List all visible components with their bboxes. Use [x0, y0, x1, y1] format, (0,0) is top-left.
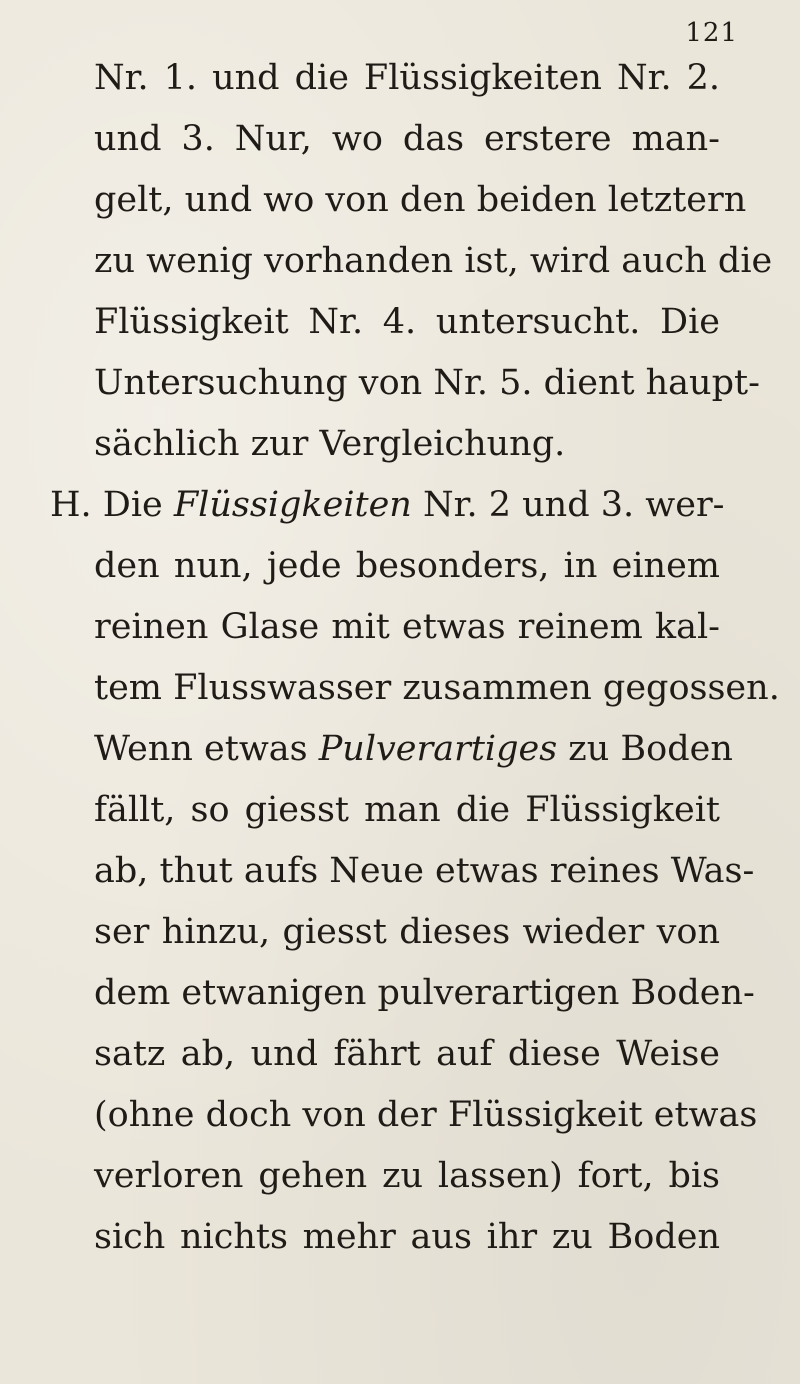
- text-line: Untersuchung von Nr. 5. dient haupt-: [94, 363, 760, 403]
- text-line: sächlich zur Vergleichung.: [94, 424, 566, 464]
- text-line: Flüssigkeit Nr. 4. untersucht. Die: [94, 302, 720, 342]
- text-line: satz ab, und fährt auf diese Weise: [94, 1034, 720, 1074]
- text-line: sich nichts mehr aus ihr zu Boden: [94, 1217, 720, 1257]
- text-line: tem Flusswasser zusammen gegossen.: [94, 668, 780, 708]
- emphasis-fluessigkeiten: Flüssigkeiten: [173, 485, 412, 525]
- text-line: Wenn etwas Pulverartiges zu Boden: [94, 729, 733, 769]
- text-line: zu wenig vorhanden ist, wird auch die: [94, 241, 773, 281]
- text-line: verloren gehen zu lassen) fort, bis: [94, 1156, 720, 1196]
- section-h-first-line: H. Die Flüssigkeiten Nr. 2 und 3. wer-: [50, 485, 725, 525]
- text-line: dem etwanigen pulverartigen Boden-: [94, 973, 755, 1013]
- text-line: gelt, und wo von den beiden letztern: [94, 180, 747, 220]
- text-line: reinen Glase mit etwas reinem kal-: [94, 607, 720, 647]
- text-line: Nr. 1. und die Flüssigkeiten Nr. 2.: [94, 58, 720, 98]
- emphasis-pulverartiges: Pulverartiges: [318, 729, 558, 769]
- text-line: und 3. Nur, wo das erstere man-: [94, 119, 720, 159]
- page-number: 121: [685, 18, 738, 48]
- text-line: (ohne doch von der Flüssigkeit etwas: [94, 1095, 758, 1135]
- text-line: den nun, jede besonders, in einem: [94, 546, 720, 586]
- text-line: ser hinzu, giesst dieses wieder von: [94, 912, 720, 952]
- text-line: ab, thut aufs Neue etwas reines Was-: [94, 851, 755, 891]
- text-line: fällt, so giesst man die Flüssigkeit: [94, 790, 720, 830]
